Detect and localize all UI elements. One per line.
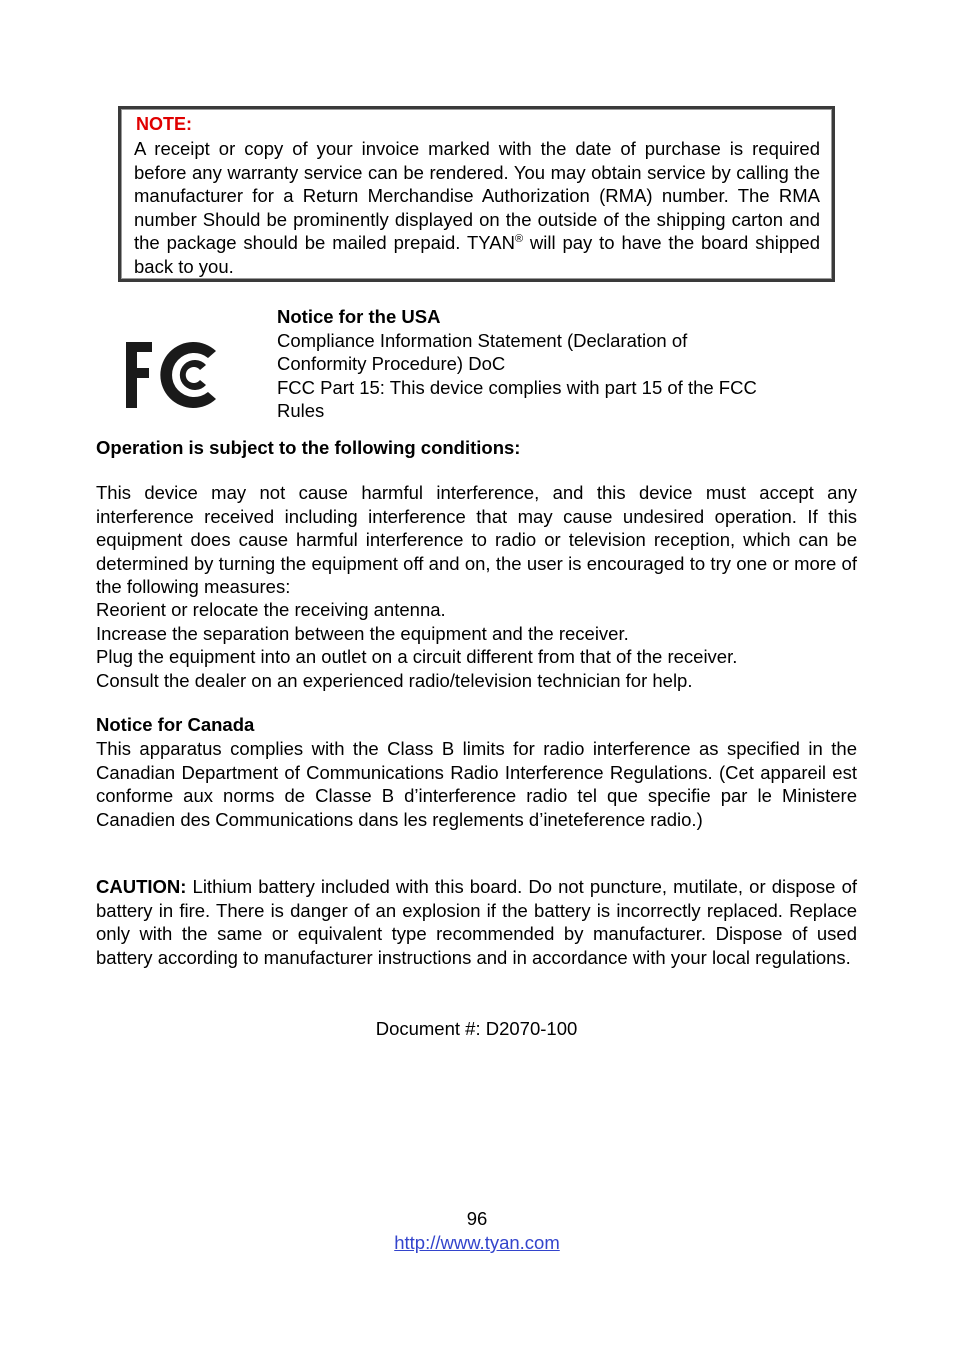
measure-item: Increase the separation between the equipment and the receiver. xyxy=(96,622,629,644)
conditions-paragraph: This device may not cause harmful interference, and this device must accept any interference received including interference that may cause undesired operation. If this equipment does cause harmful interference to radio or television reception, which can be determined by turning the equipment off and on, the user is encouraged to try one or more of the following measures: xyxy=(96,482,857,598)
caution-label: CAUTION: xyxy=(96,876,187,897)
measure-item: Reorient or relocate the receiving antenna. xyxy=(96,599,446,620)
caution-text: Lithium battery included with this board. Do not puncture, mutilate, or dispose of battery in fire. There is danger of an explosion if the battery is incorrectly replaced. Replace only with the same or equivalent type recommended by manufacturer. Dispose of used battery according to manufacturer instructions and in accordance with your local regulations. xyxy=(96,876,857,968)
usa-notice-heading: Notice for the USA xyxy=(277,306,441,327)
note-body-text: A receipt or copy of your invoice marked with the date of purchase is required before any warranty service can be rendered. You may obtain service by calling the manufacturer for a Return Merchandise Authorization (RMA) number. The RMA number Should be prominently displayed on the outside of the shipping carton and the package should be mailed prepaid. TYAN xyxy=(134,138,820,254)
page-number: 96 xyxy=(466,1208,488,1229)
usa-notice xyxy=(277,305,837,423)
note-body-end: will pay to have the board shipped back to you. xyxy=(134,232,821,277)
caution-paragraph xyxy=(96,875,857,969)
conditions-heading: Operation is subject to the following conditions: xyxy=(96,437,521,458)
measure-item: Consult the dealer on an experienced radio/television technician for help. xyxy=(96,669,693,691)
note-box xyxy=(118,106,835,282)
canada-paragraph: This apparatus complies with the Class B limits for radio interference as specified in the Canadian Department of Communications Radio Interference Regulations. (Cet appareil est conforme aux norms de Classe B d’interference radio tel que specifie par le Ministere Canadien des Communications dans les reglements d’ineteference radio.) xyxy=(96,738,857,830)
usa-notice-line: Rules xyxy=(277,400,325,421)
measure-item: Plug the equipment into an outlet on a circuit different from that of the receiver. xyxy=(96,646,738,668)
usa-notice-line: FCC Part 15: This device complies with part 15 of the FCC xyxy=(277,376,757,398)
fcc-logo-icon xyxy=(124,338,220,412)
usa-notice-line: Conformity Procedure) DoC xyxy=(277,353,506,374)
footer-link-container xyxy=(0,1232,954,1254)
tyan-website-link[interactable]: http://www.tyan.com xyxy=(394,1232,560,1253)
document-number: Document #: D2070-100 xyxy=(375,1018,578,1039)
measures-list xyxy=(96,598,857,692)
note-body xyxy=(134,137,820,279)
registered-mark: ® xyxy=(514,233,524,246)
note-title: NOTE: xyxy=(136,114,192,134)
usa-notice-line: Compliance Information Statement (Declaration of xyxy=(277,329,688,351)
canada-heading: Notice for Canada xyxy=(96,714,255,735)
